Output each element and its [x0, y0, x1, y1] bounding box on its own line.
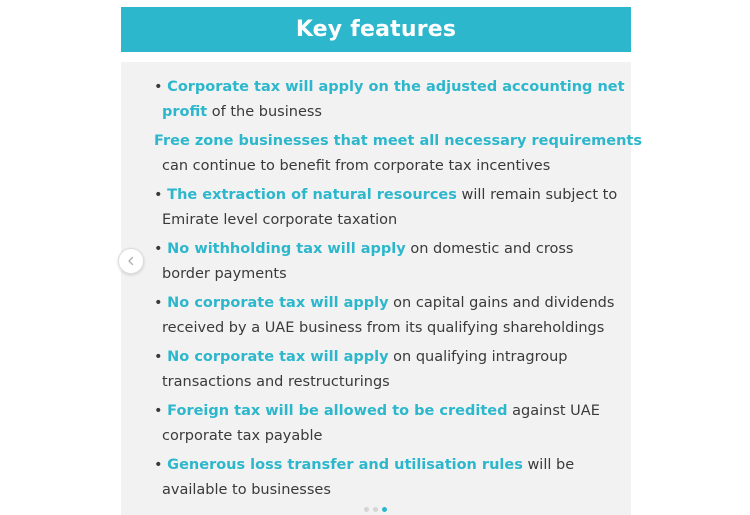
bullet: • — [154, 241, 163, 257]
carousel-dot[interactable] — [373, 507, 378, 512]
carousel-dot[interactable] — [364, 507, 369, 512]
highlight-text: No corporate tax will apply — [167, 349, 389, 365]
item-text: received by a UAE business from its qualifying shareholdings — [162, 320, 605, 336]
item-text: against UAE — [507, 403, 600, 419]
item-text: will be — [522, 457, 575, 473]
carousel-dots — [0, 507, 750, 512]
item-text: can continue to benefit from corporate tax incentives — [162, 158, 551, 174]
item-text: corporate tax payable — [162, 428, 323, 444]
highlight-text: No corporate tax will apply — [167, 295, 389, 311]
list-item — [154, 453, 624, 503]
list-item — [154, 237, 624, 287]
item-text: available to businesses — [162, 482, 331, 498]
carousel-prev-button[interactable] — [118, 248, 144, 274]
list-item — [154, 399, 624, 449]
list-item — [154, 183, 624, 233]
bullet: • — [154, 187, 163, 203]
highlight-text: Free zone businesses that meet all necessary requirements — [154, 133, 642, 149]
highlight-text: Generous loss transfer and utilisation rules — [167, 457, 523, 473]
feature-list — [154, 75, 642, 507]
list-item — [154, 129, 642, 179]
list-item — [154, 291, 624, 341]
bullet: • — [154, 349, 163, 365]
item-text: border payments — [162, 266, 287, 282]
carousel-dot-active[interactable] — [382, 507, 387, 512]
item-text: transactions and restructurings — [162, 374, 390, 390]
item-text: of the business — [207, 104, 322, 120]
item-text: on capital gains and dividends — [388, 295, 615, 311]
item-text: on domestic and cross — [405, 241, 574, 257]
item-text: on qualifying intragroup — [388, 349, 568, 365]
header-banner — [121, 7, 631, 52]
highlight-text: No withholding tax will apply — [167, 241, 406, 257]
content-card — [121, 62, 642, 515]
highlight-text: profit — [162, 104, 208, 120]
highlight-text: Foreign tax will be allowed to be credited — [167, 403, 508, 419]
bullet: • — [154, 295, 163, 311]
highlight-text: Corporate tax will apply on the adjusted accounting net — [167, 79, 625, 95]
chevron-left-icon — [126, 256, 136, 266]
list-item — [154, 345, 624, 395]
item-text: will remain subject to — [456, 187, 618, 203]
highlight-text: The extraction of natural resources — [167, 187, 457, 203]
list-item — [154, 75, 624, 125]
item-text: Emirate level corporate taxation — [162, 212, 398, 228]
bullet: • — [154, 457, 163, 473]
page-title: Key features — [295, 17, 457, 42]
bullet: • — [154, 79, 163, 95]
bullet: • — [154, 403, 163, 419]
